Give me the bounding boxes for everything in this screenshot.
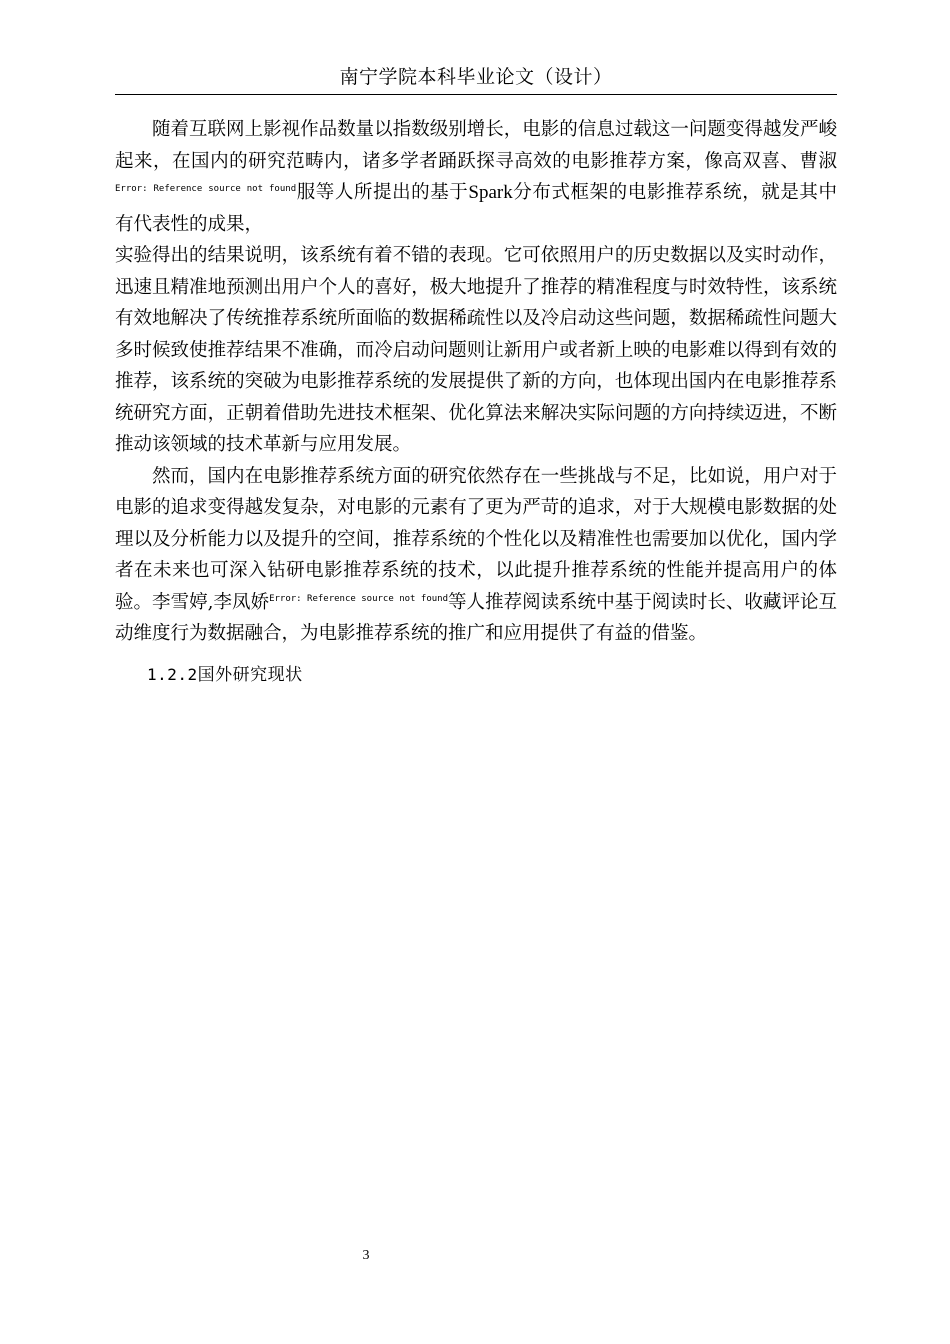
- section-title: 国外研究现状: [197, 664, 303, 685]
- header-divider: [115, 94, 837, 95]
- paragraph-3: [115, 461, 837, 650]
- paragraph-1-text-a: 随着互联网上影视作品数量以指数级别增长，电影的信息过载这一问题变得越发严峻起来，在国内的研究范畴内，诸多学者踊跃探寻高效的电影推荐方案，像高双喜、曹淑: [115, 119, 837, 172]
- paragraph-1-text-b: 服等人所提出的基于: [296, 182, 469, 203]
- page-header-title: 南宁学院本科毕业论文（设计）: [339, 66, 613, 88]
- page-number: 3: [362, 1248, 370, 1263]
- paragraph-3-text-b: 等人推荐阅读系统中基于阅读时长、收藏评论互动维度行为数据融合，为电影推荐系统的推广和应用提供了有益的借鉴。: [115, 591, 837, 644]
- citation-error-1: Error: Reference source not found: [115, 184, 297, 194]
- paragraph-1: [115, 114, 837, 240]
- spark-term: Spark: [468, 182, 513, 203]
- section-heading: [115, 659, 837, 692]
- paragraph-2: 实验得出的结果说明，该系统有着不错的表现。它可依照用户的历史数据以及实时动作，迅速且精准地预测出用户个人的喜好，极大地提升了推荐的精准程度与时效特性，该系统有效地解决了传统推荐系统所面临的数据稀疏性以及冷启动这些问题，数据稀疏性问题大多时候致使推荐结果不准确，而冷启动问题则让新用户或者新上映的电影难以得到有效的推荐，该系统的突破为电影推荐系统的发展提供了新的方向，也体现出国内在电影推荐系统研究方面，正朝着借助先进技术框架、优化算法来解决实际问题的方向持续迈进，不断推动该领域的技术革新与应用发展。: [115, 245, 837, 455]
- paragraph-3-text-a: 然而，国内在电影推荐系统方面的研究依然存在一些挑战与不足，比如说，用户对于电影的追求变得越发复杂，对电影的元素有了更为严苛的追求，对于大规模电影数据的处理以及分析能力以及提升的空间，推荐系统的个性化以及精准性也需要加以优化，国内学者在未来也可深入钻研电影推荐系统的技术，以此提升推荐系统的性能并提高用户的体验。李雪婷,李凤娇: [115, 465, 837, 613]
- citation-error-2: Error: Reference source not found: [269, 593, 448, 604]
- document-body: [115, 114, 837, 691]
- paragraph-1-text-c: 分布式框架的电影推荐系统，就是其中有代表性的成果，: [115, 182, 837, 235]
- section-number: 1.2.2: [147, 664, 198, 684]
